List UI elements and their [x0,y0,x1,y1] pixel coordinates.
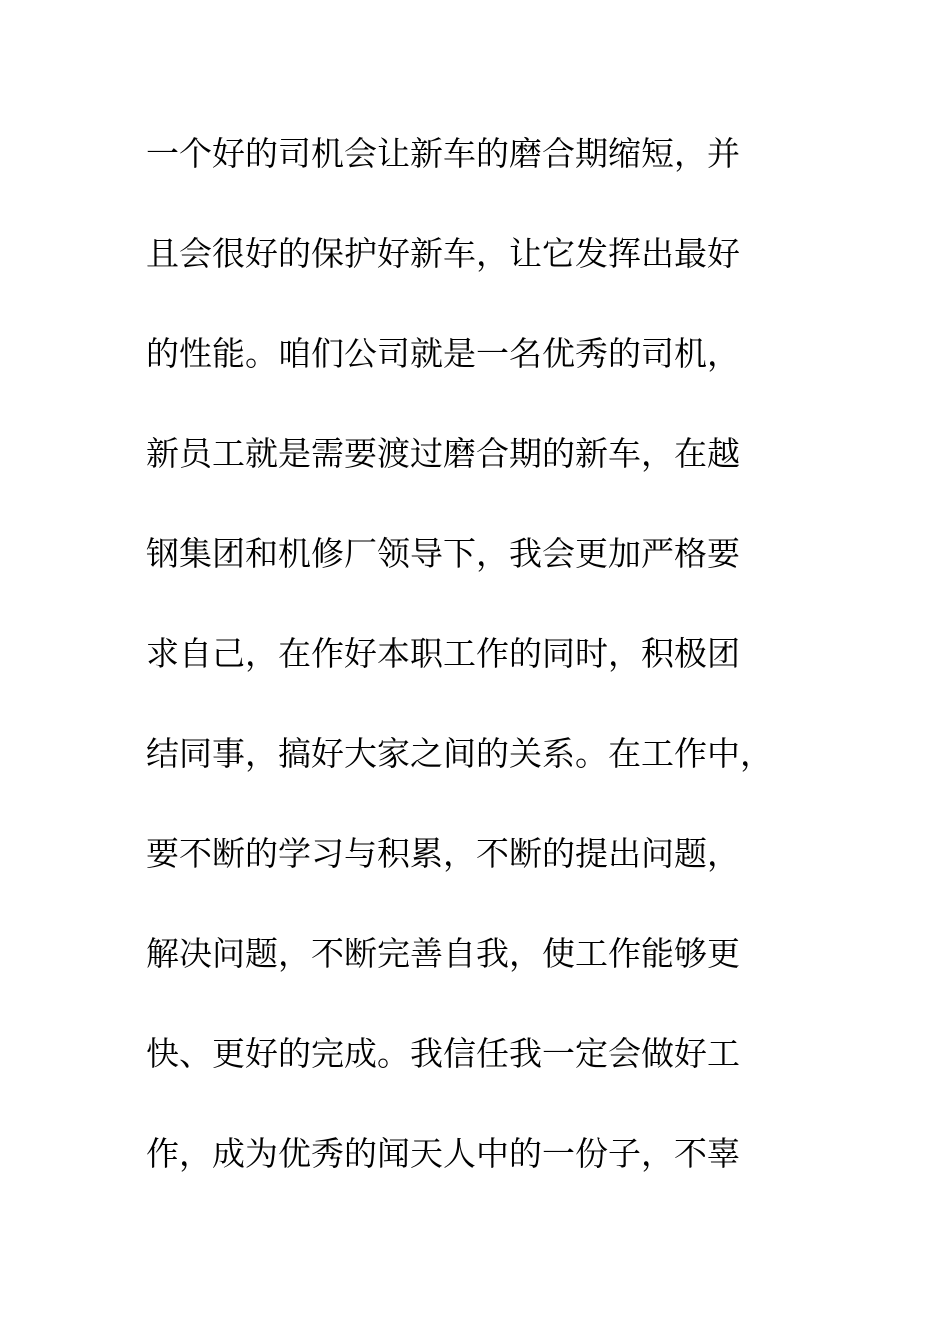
text-line: 快、更好的完成。我信任我一定会做好工 [146,1034,740,1073]
text-line: 且会很好的保护好新车，让它发挥出最好 [146,234,740,273]
text-line: 的性能。咱们公司就是一名优秀的司机， [146,334,740,373]
text-line: 结同事，搞好大家之间的关系。在工作中， [146,734,773,773]
text-line: 一个好的司机会让新车的磨合期缩短，并 [146,134,740,173]
text-line: 作，成为优秀的闻天人中的一份子，不辜 [146,1134,740,1173]
text-line: 新员工就是需要渡过磨合期的新车，在越 [146,434,740,473]
text-line: 解决问题，不断完善自我，使工作能够更 [146,934,740,973]
body-text [146,128,826,1228]
text-line: 求自己，在作好本职工作的同时，积极团 [146,634,740,673]
text-line: 要不断的学习与积累，不断的提出问题， [146,834,740,873]
text-line: 钢集团和机修厂领导下，我会更加严格要 [146,534,740,573]
